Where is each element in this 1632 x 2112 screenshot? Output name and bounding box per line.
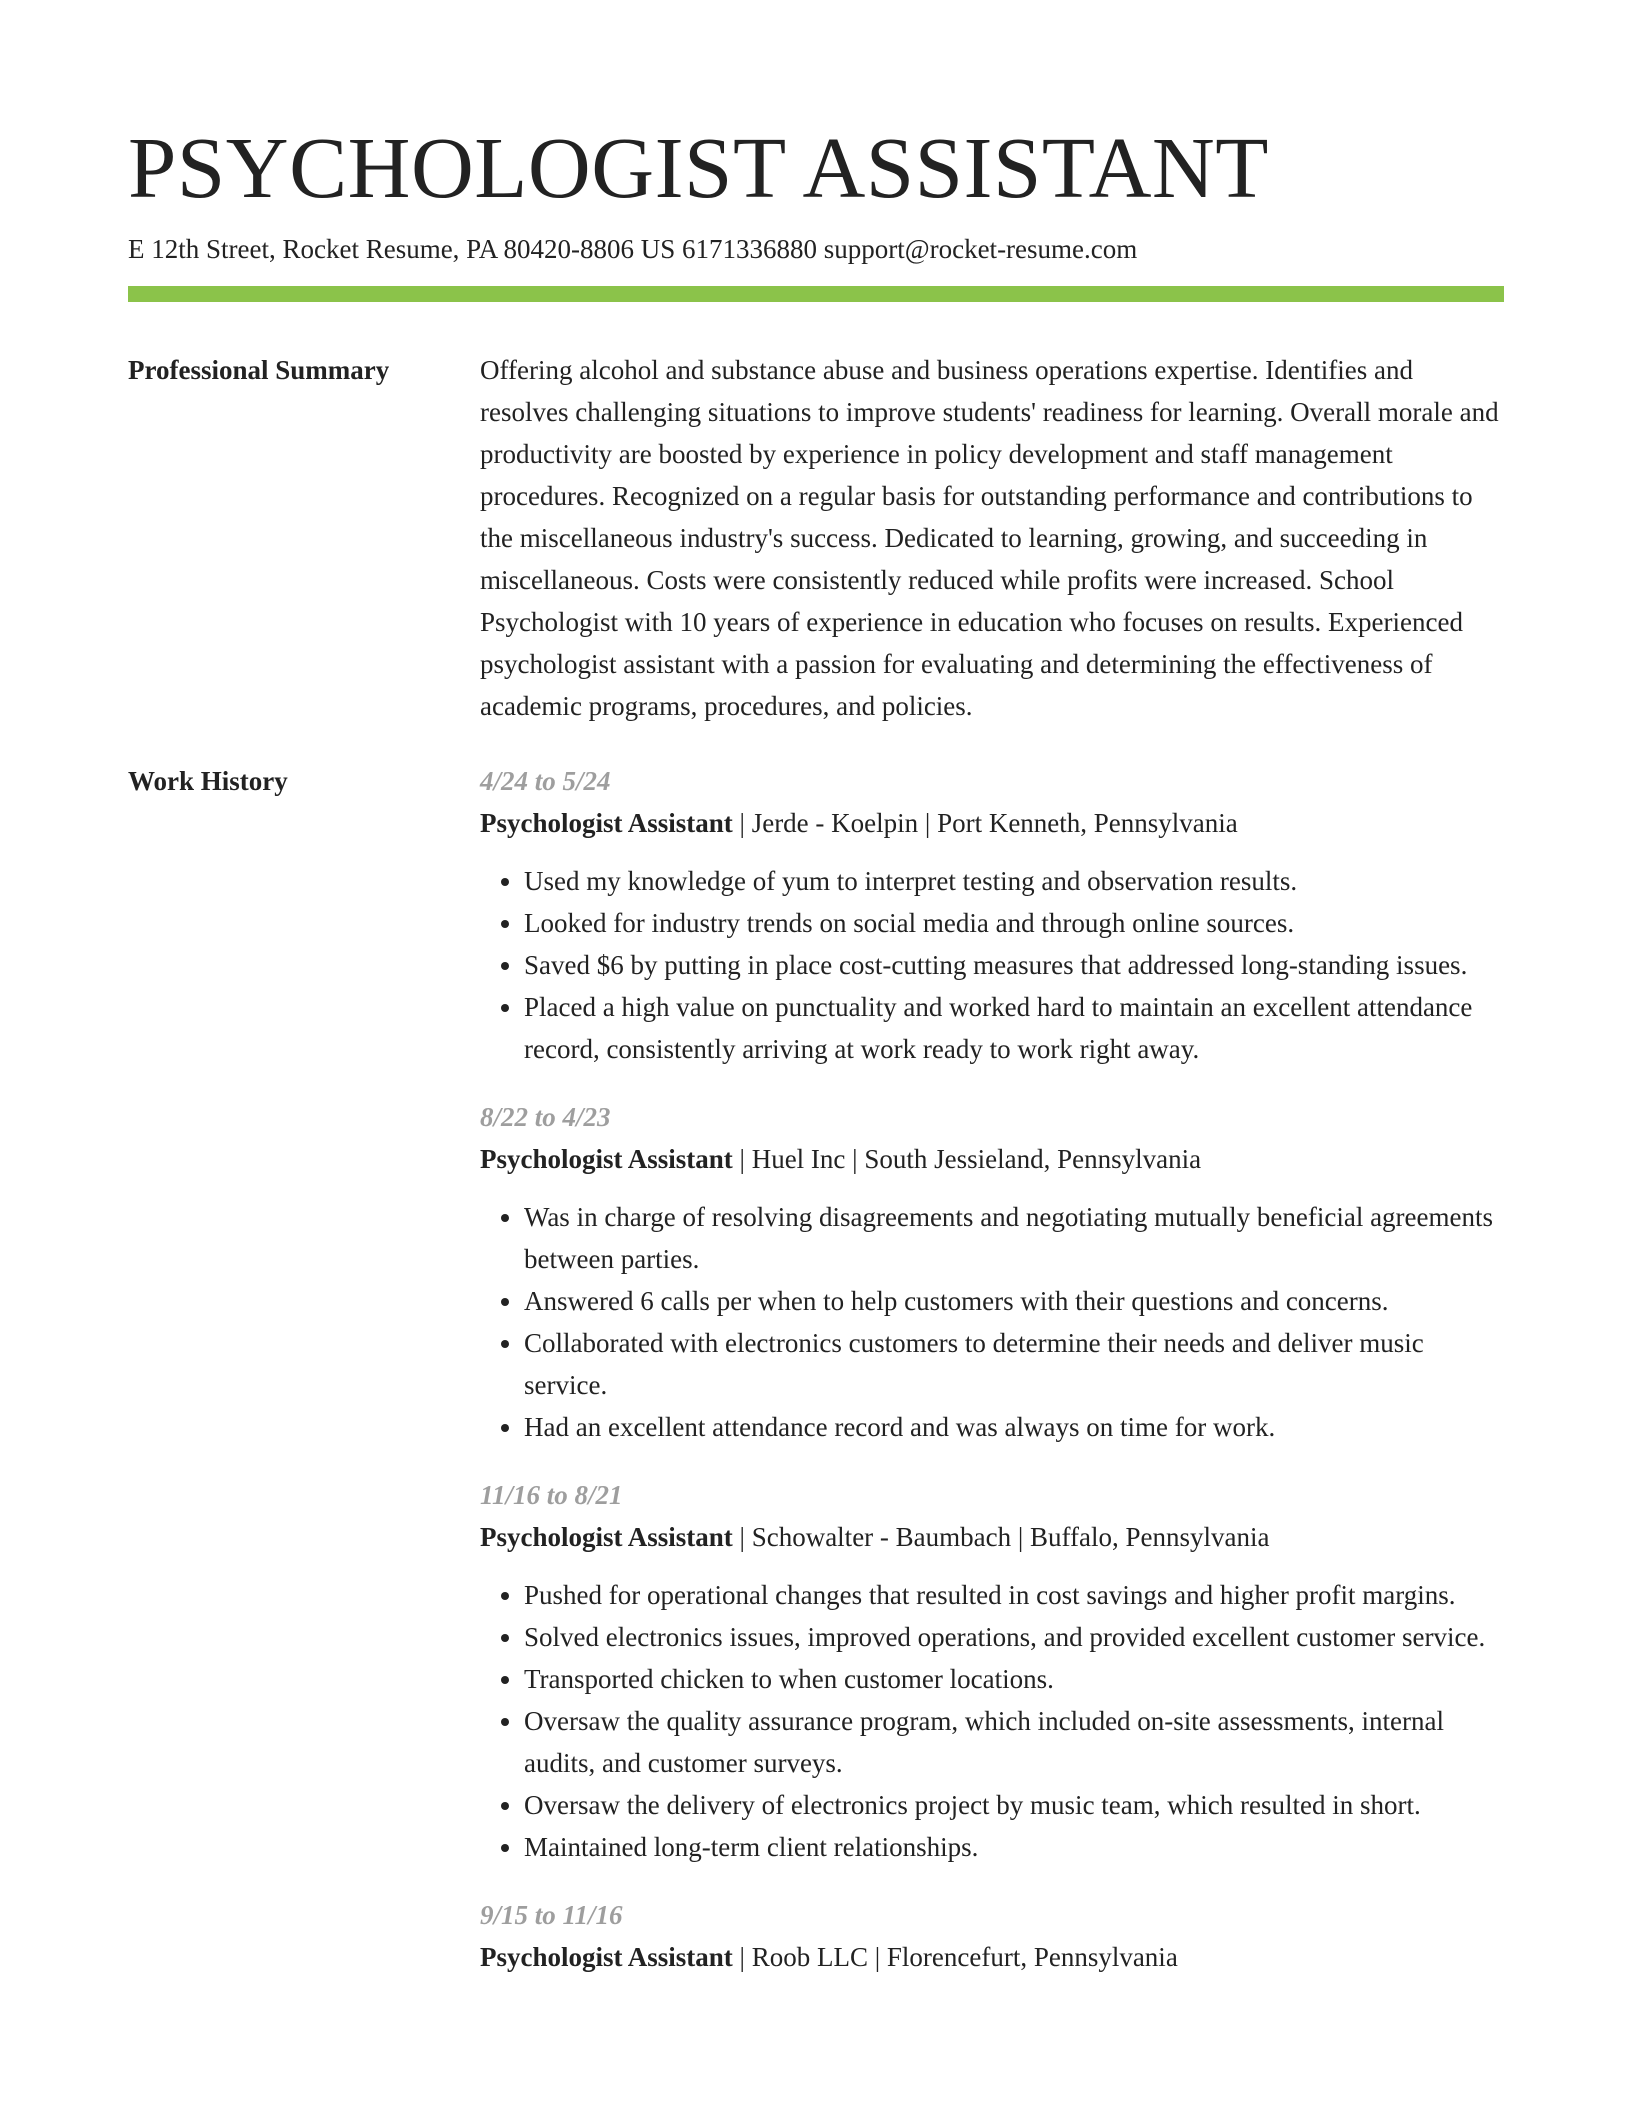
- job-heading: [480, 1516, 1504, 1558]
- job-dates: 9/15 to 11/16: [480, 1900, 623, 1930]
- job-entry: [480, 1894, 1504, 1978]
- job-separator: |: [1011, 1522, 1031, 1552]
- job-separator: |: [732, 1144, 752, 1174]
- job-company: Jerde - Koelpin: [751, 808, 919, 838]
- job-separator: |: [918, 808, 938, 838]
- job-dates: 11/16 to 8/21: [480, 1480, 623, 1510]
- job-separator: |: [732, 808, 752, 838]
- job-bullet: • Looked for industry trends on social media and through online sources.: [524, 902, 1504, 944]
- job-bullet: • Answered 6 calls per when to help customers with their questions and concerns.: [524, 1280, 1504, 1322]
- job-company: Roob LLC: [751, 1942, 868, 1972]
- summary-body: [480, 349, 1504, 727]
- job-title: Psychologist Assistant: [480, 1144, 733, 1174]
- job-bullet: • Used my knowledge of yum to interpret testing and observation results.: [524, 860, 1504, 902]
- job-heading: [480, 1936, 1504, 1978]
- job-heading: [480, 1138, 1504, 1180]
- job-location: Florencefurt, Pennsylvania: [886, 1942, 1178, 1972]
- job-separator: |: [845, 1144, 865, 1174]
- job-bullet: • Was in charge of resolving disagreements and negotiating mutually beneficial agreements between parties.: [524, 1196, 1504, 1280]
- job-company: Schowalter - Baumbach: [751, 1522, 1012, 1552]
- job-entry: [480, 1474, 1504, 1868]
- job-separator: |: [732, 1522, 752, 1552]
- job-bullet: • Oversaw the quality assurance program, which included on-site assessments, internal audits, and customer surveys.: [524, 1700, 1504, 1784]
- job-bullet: • Saved $6 by putting in place cost-cutting measures that addressed long-standing issues.: [524, 944, 1504, 986]
- work-history-label: Work History: [128, 766, 288, 796]
- job-heading: [480, 802, 1504, 844]
- job-bullet: • Oversaw the delivery of electronics project by music team, which resulted in short.: [524, 1784, 1504, 1826]
- contact-line: E 12th Street, Rocket Resume, PA 80420-8806 US 6171336880 support@rocket-resume.com: [128, 234, 1138, 264]
- job-dates: 4/24 to 5/24: [480, 766, 611, 796]
- job-bullet-list: [480, 1196, 1504, 1448]
- summary-text: Offering alcohol and substance abuse and business operations expertise. Identifies and resolves challenging situations to improve students' readiness for learning. Overall morale and productivity are boosted by experience in policy development and staff management procedures. Recognized on a regular basis for outstanding performance and contributions to the miscellaneous industry's success. Dedicated to learning, growing, and succeeding in miscellaneous. Costs were consistently reduced while profits were increased. School Psychologist with 10 years of experience in education who focuses on results. Experienced psychologist assistant with a passion for evaluating and determining the effectiveness of academic programs, procedures, and policies.: [480, 355, 1499, 721]
- job-separator: |: [732, 1942, 752, 1972]
- job-bullet-list: [480, 1574, 1504, 1868]
- job-bullet: • Solved electronics issues, improved operations, and provided excellent customer service.: [524, 1616, 1504, 1658]
- job-bullet-list: [480, 860, 1504, 1070]
- job-company: Huel Inc: [751, 1144, 846, 1174]
- job-entry: [480, 760, 1504, 1070]
- job-location: Port Kenneth, Pennsylvania: [937, 808, 1238, 838]
- job-title: Psychologist Assistant: [480, 808, 733, 838]
- job-bullet: • Collaborated with electronics customers to determine their needs and deliver music service.: [524, 1322, 1504, 1406]
- summary-label: Professional Summary: [128, 355, 390, 385]
- job-dates: 8/22 to 4/23: [480, 1102, 611, 1132]
- job-title: Psychologist Assistant: [480, 1942, 733, 1972]
- job-bullet: • Had an excellent attendance record and was always on time for work.: [524, 1406, 1504, 1448]
- job-entry: [480, 1096, 1504, 1448]
- job-bullet: • Pushed for operational changes that resulted in cost savings and higher profit margins.: [524, 1574, 1504, 1616]
- job-bullet: • Placed a high value on punctuality and worked hard to maintain an excellent attendance record, consistently arriving at work ready to work right away.: [524, 986, 1504, 1070]
- job-title: Psychologist Assistant: [480, 1522, 733, 1552]
- job-location: South Jessieland, Pennsylvania: [864, 1144, 1202, 1174]
- job-bullet: • Maintained long-term client relationships.: [524, 1826, 1504, 1868]
- job-bullet: • Transported chicken to when customer locations.: [524, 1658, 1504, 1700]
- work-history-body: [480, 760, 1504, 2004]
- job-location: Buffalo, Pennsylvania: [1030, 1522, 1270, 1552]
- job-separator: |: [867, 1942, 887, 1972]
- resume-name-heading: PSYCHOLOGIST ASSISTANT: [128, 119, 1269, 216]
- accent-divider: [128, 286, 1504, 302]
